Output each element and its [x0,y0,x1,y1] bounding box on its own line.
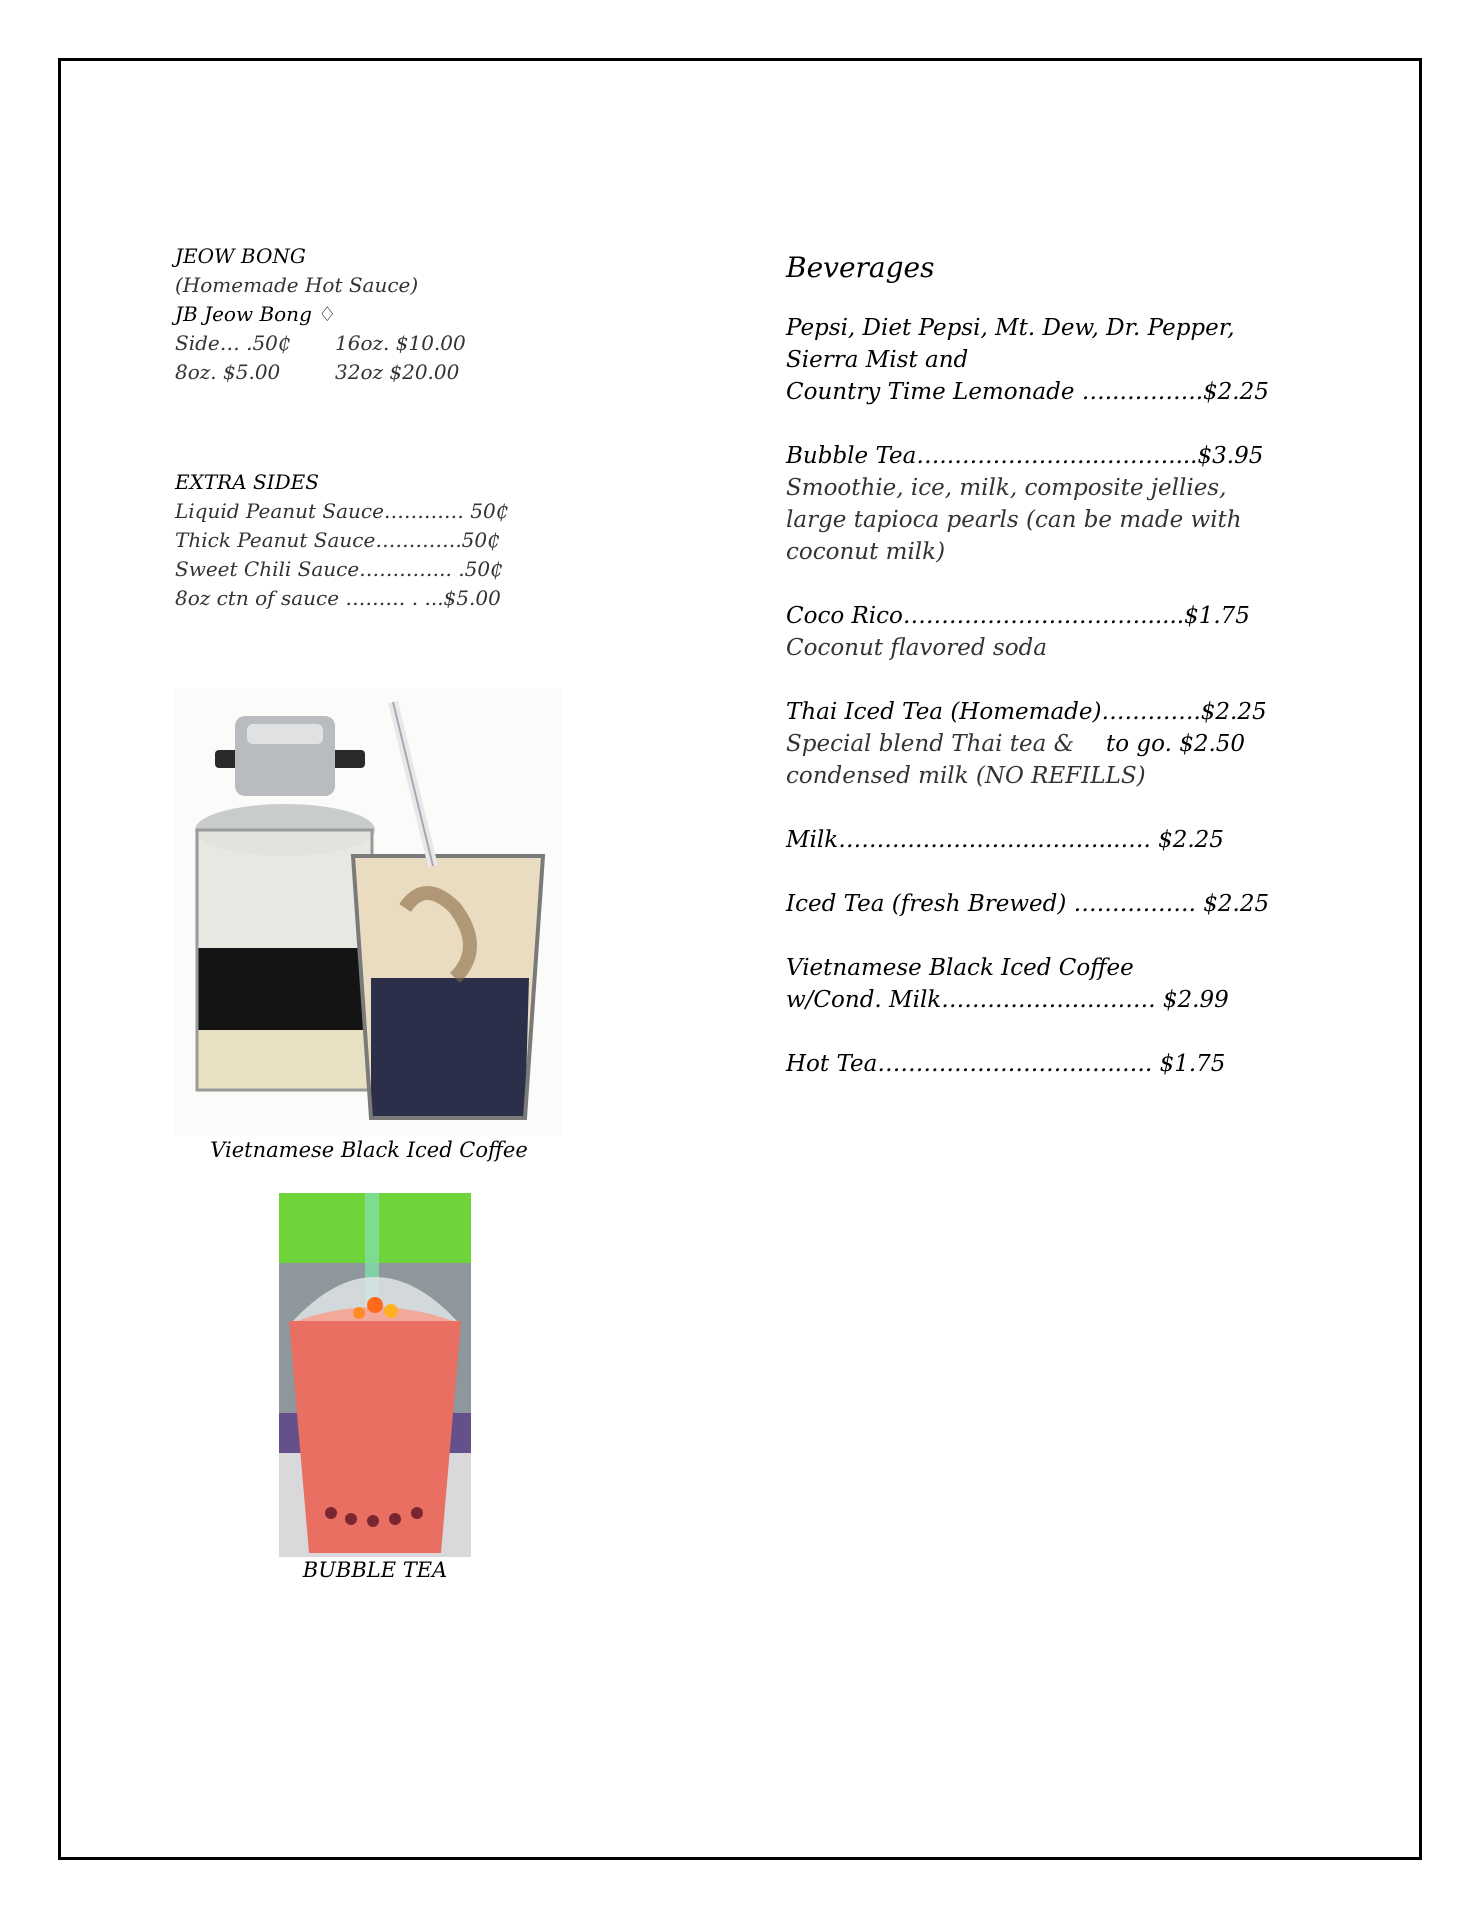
extra-side-item: 8oz ctn of sauce ……… . ...$5.00 [175,586,501,610]
menu-item-hot-tea [786,1048,1306,1080]
thai-tea-price-line: Thai Iced Tea (Homemade)………….$2.25 [786,699,1267,725]
jeow-bong-name: JB Jeow Bong ♢ [175,302,337,326]
bubble-tea-description: coconut milk) [786,539,946,565]
extra-sides-title: EXTRA SIDES [175,470,319,494]
bubble-tea-caption: BUBBLE TEA [302,1558,448,1582]
bubble-tea-price-line: Bubble Tea….………………..………....$3.95 [786,443,1264,469]
extra-side-item: Thick Peanut Sauce………….50₵ [175,528,500,552]
jeow-bong-side-price: Side… .50₵ [175,331,291,355]
coco-rico-description: Coconut flavored soda [786,635,1047,661]
coffee-illustration [175,688,563,1136]
milk-price-line: Milk…………………….………...…. $2.25 [786,827,1224,853]
bubble-tea-illustration [279,1193,471,1557]
bubble-tea-photo [279,1193,471,1557]
menu-item-sodas [786,312,1306,408]
coco-rico-price-line: Coco Rico………………….………......$1.75 [786,603,1250,629]
bubble-tea-description: Smoothie, ice, milk, composite jellies, [786,475,1227,501]
jeow-bong-section [175,242,466,387]
iced-tea-price-line: Iced Tea (fresh Brewed) ……………. $2.25 [786,891,1270,917]
jeow-bong-16oz-price: 16oz. $10.00 [335,331,466,355]
extra-side-item: Liquid Peanut Sauce………… 50₵ [175,499,509,523]
menu-item-iced-tea [786,888,1306,920]
beverages-title: Beverages [786,251,935,284]
vietnamese-coffee-photo [175,688,563,1136]
extra-sides-section [175,468,508,613]
jeow-bong-title: JEOW BONG [175,244,306,268]
extra-side-item: Sweet Chili Sauce………….. .50₵ [175,557,503,581]
thai-tea-description: condensed milk (NO REFILLS) [786,763,1146,789]
thai-tea-to-go-price: to go. $2.50 [1106,731,1246,757]
soda-price-line: Country Time Lemonade …..………..$2.25 [786,379,1269,405]
menu-item-bubble-tea [786,440,1306,568]
menu-item-coco-rico [786,600,1306,664]
soda-line: Sierra Mist and [786,347,969,373]
vietnamese-coffee-name: Vietnamese Black Iced Coffee [786,955,1134,981]
menu-item-thai-iced-tea [786,696,1306,792]
soda-line: Pepsi, Diet Pepsi, Mt. Dew, Dr. Pepper, [786,315,1235,341]
menu-item-milk [786,824,1306,856]
menu-item-vietnamese-coffee [786,952,1306,1016]
vietnamese-coffee-price-line: w/Cond. Milk………………………. $2.99 [786,987,1229,1013]
jeow-bong-subtitle: (Homemade Hot Sauce) [175,273,419,297]
thai-tea-row [786,728,1306,760]
hot-tea-price-line: Hot Tea…………………………..…. $1.75 [786,1051,1226,1077]
beverages-section [786,252,1306,1112]
thai-tea-description: Special blend Thai tea & [786,731,1075,757]
jeow-bong-price-row [175,358,466,387]
bubble-tea-description: large tapioca pearls (can be made with [786,507,1242,533]
coffee-caption: Vietnamese Black Iced Coffee [210,1138,528,1162]
jeow-bong-32oz-price: 32oz $20.00 [335,360,460,384]
jeow-bong-8oz-price: 8oz. $5.00 [175,360,281,384]
jeow-bong-price-row [175,329,466,358]
